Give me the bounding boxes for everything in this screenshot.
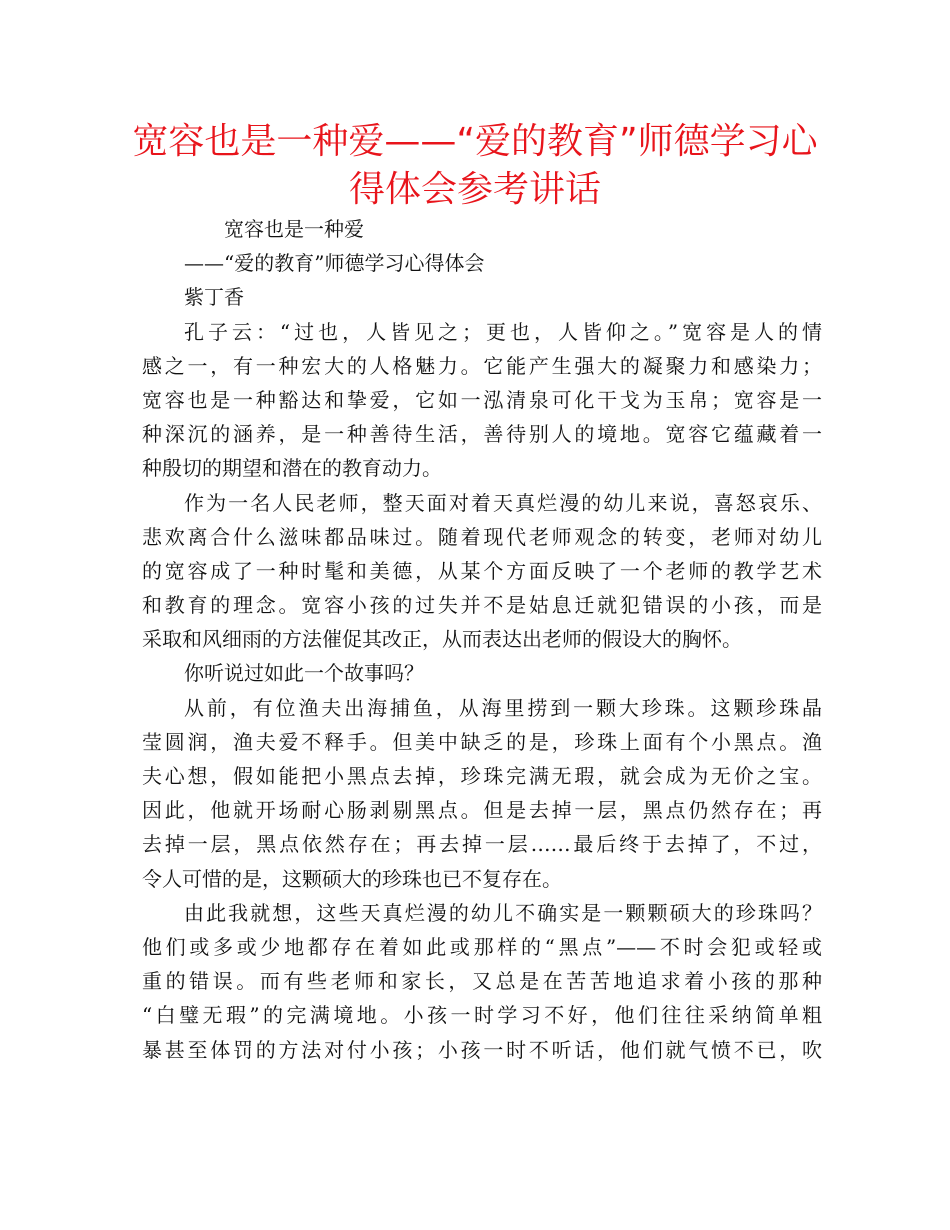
body-line: 悲欢离合什么滋味都品味过。随着现代老师观念的转变，老师对幼儿	[142, 524, 822, 549]
body-line: 夫心想，假如能把小黑点去掉，珍珠完满无瑕，就会成为无价之宝。	[142, 764, 822, 788]
body-line: ——“爱的教育”师德学习心得体会	[184, 251, 485, 276]
document-body	[142, 212, 822, 1067]
body-line: 去掉一层，黑点依然存在；再去掉一层……最后终于去掉了，不过，	[142, 832, 822, 857]
body-line: “白璧无瑕”的完满境地。小孩一时学习不好，他们往往采纳简单粗	[142, 1003, 822, 1028]
body-line: 作为一名人民老师，整天面对着天真烂漫的幼儿来说，喜怒哀乐、	[184, 490, 822, 515]
body-line: 你听说过如此一个故事吗？	[184, 661, 424, 686]
body-line: 令人可惜的是，这颗硕大的珍珠也已不复存在。	[142, 866, 562, 891]
body-line: 重的错误。而有些老师和家长，又总是在苦苦地追求着小孩的那种	[142, 969, 822, 994]
body-line: 的宽容成了一种时髦和美德，从某个方面反映了一个老师的教学艺术	[142, 558, 822, 583]
body-line: 孔子云：“过也，人皆见之；更也，人皆仰之。”宽容是人的情	[184, 319, 822, 344]
body-line: 种深沉的涵养，是一种善待生活，善待别人的境地。宽容它蕴藏着一	[142, 422, 822, 447]
body-line: 种殷切的期望和潜在的教育动力。	[142, 456, 442, 481]
body-line: 由此我就想，这些天真烂漫的幼儿不确实是一颗颗硕大的珍珠吗？	[184, 900, 822, 925]
body-line: 采取和风细雨的方法催促其改正，从而表达出老师的假设大的胸怀。	[142, 627, 742, 652]
body-line: 从前，有位渔夫出海捕鱼，从海里捞到一颗大珍珠。这颗珍珠晶	[184, 695, 822, 720]
body-line: 暴甚至体罚的方法对付小孩；小孩一时不听话，他们就气愤不已，吹	[142, 1037, 822, 1062]
body-line: 他们或多或少地都存在着如此或那样的“黑点”——不时会犯或轻或	[142, 934, 822, 959]
document-title: 宽容也是一种爱——“爱的教育”师德学习心得体会参考讲话	[132, 121, 818, 210]
body-line: 宽容也是一种豁达和挚爱，它如一泓清泉可化干戈为玉帛；宽容是一	[142, 387, 822, 412]
body-line: 紫丁香	[184, 285, 244, 310]
body-line: 宽容也是一种爱	[224, 217, 364, 241]
body-line: 因此，他就开场耐心肠剥剔黑点。但是去掉一层，黑点仍然存在；再	[142, 798, 822, 823]
body-line: 和教育的理念。宽容小孩的过失并不是姑息迁就犯错误的小孩，而是	[142, 593, 822, 618]
body-line: 莹圆润，渔夫爱不释手。但美中缺乏的是，珍珠上面有个小黑点。渔	[142, 729, 822, 754]
body-line: 感之一，有一种宏大的人格魅力。它能产生强大的凝聚力和感染力；	[142, 353, 822, 378]
